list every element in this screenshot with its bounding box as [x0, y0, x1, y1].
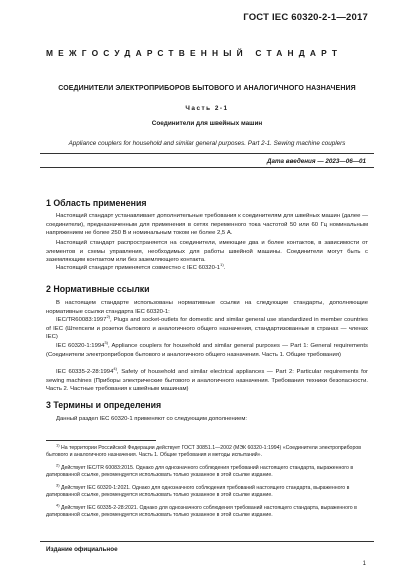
- footnote-ref-2[interactable]: 2): [106, 314, 110, 320]
- english-title: Appliance couplers for household and similar general purposes. Part 2-1. Sewing machine couplers: [68, 140, 346, 147]
- scope-paragraph-2: Настоящий стандарт распространяется на соединители, имеющие два и более контактов, в зависимости от элементов и схемы управления, необходимых для работы швейной машины. Соединители могут быть с заземляющим контактом или без заземляющего контакта.: [46, 240, 368, 263]
- page-number: 1: [362, 561, 366, 567]
- footnote-text: Действует IEC 60335-2-28:2021. Однако для однозначного соблюдения требований настоящего стандарта, выраженного в датированной ссылке, рекомендуется использовать только указанное в этой ссылке издание.: [46, 505, 357, 519]
- footnote-1: [46, 442, 368, 460]
- reference-description: , Safety of household and similar electrical appliances — Part 2: Particular requirements for sewing machines (Приборы электрические бытового и аналогичного назначения. Требования техники безопасности. Часть 2. Частные требования к швейным машинам): [46, 369, 368, 392]
- official-edition-label: Издание официальное: [46, 546, 118, 553]
- footnote-marker: 3): [56, 482, 60, 488]
- reference-description: , Plugs and socket-outlets for domestic and similar general use standardized in member countries of IEC (Штепсели и розетки бытового и аналогичного общего назначения, стандартизованные в странах — членах IEC): [46, 317, 368, 340]
- footnote-2: [46, 462, 368, 480]
- reference-iec-tr-60083: [46, 316, 368, 342]
- section-heading-terms: 3 Термины и определения: [46, 400, 162, 410]
- footnote-text: Действует IEC 60320-1:2021. Однако для однозначного соблюдения требований настоящего стандарта, выраженного в датированной ссылке, рекомендуется использовать только указанное в этой ссылке издание.: [46, 485, 350, 499]
- footnote-ref-1[interactable]: 1): [220, 262, 224, 268]
- references-intro: В настоящем стандарте использованы нормативные ссылки на следующие стандарты, дополняющие нормативные ссылки стандарта IEC 60320-1:: [46, 300, 368, 315]
- title-rule-top: [40, 153, 374, 154]
- reference-code: IEC 60320-1:1994: [56, 343, 105, 349]
- footnote-text: Действует IEC/TR 60083:2015. Однако для однозначного соблюдения требований настоящего стандарта, выраженного в датированной ссылке, рекомендуется использовать только указанное в этой ссылке издание.: [46, 465, 354, 479]
- footnote-ref-3[interactable]: 3): [104, 340, 108, 346]
- reference-iec-60335-2-28: [46, 368, 368, 394]
- scope-paragraph-3-end: .: [223, 265, 226, 271]
- footnote-marker: 1): [56, 442, 60, 448]
- reference-iec-60320-1: [46, 342, 368, 359]
- document-number: ГОСТ IEC 60320-2-1—2017: [243, 12, 368, 23]
- scope-paragraph-3: [46, 264, 368, 273]
- footer-rule: [40, 541, 374, 542]
- footnote-text: На территории Российской Федерации действует ГОСТ 30851.1—2002 (МЭК 60320-1:1994) «Соединители электроприборов бытового и аналогичного назначения. Часть 1. Общие требования и методы испытаний».: [46, 445, 361, 459]
- introduction-date: Дата введения — 2023—06—01: [266, 158, 366, 165]
- section-heading-scope: 1 Область применения: [46, 198, 147, 208]
- footnote-marker: 2): [56, 462, 60, 468]
- footnote-3: [46, 482, 368, 500]
- footnote-separator: [46, 440, 156, 441]
- section-heading-normative-references: 2 Нормативные ссылки: [46, 284, 150, 294]
- footnote-marker: 4): [56, 502, 60, 508]
- scope-paragraph-3-text: Настоящий стандарт применяется совместно с IEC 60320-1: [56, 265, 221, 271]
- scope-paragraph-1: Настоящий стандарт устанавливает дополнительные требования к соединителям для швейных машин (далее — соединители), предназначенным для применения в сетях переменного тока частотой 50 или 60 Гц номинальным напряжением не более 250 В и номинальным током не более 2,5 А.: [46, 213, 368, 236]
- terms-paragraph: Данный раздел IEC 60320-1 применяют со следующим дополнением:: [56, 416, 248, 422]
- reference-code: IEC/TR60083:1997: [56, 317, 107, 323]
- document-title: СОЕДИНИТЕЛИ ЭЛЕКТРОПРИБОРОВ БЫТОВОГО И АНАЛОГИЧНОГО НАЗНАЧЕНИЯ: [58, 85, 356, 92]
- document-subtitle: Соединители для швейных машин: [151, 120, 263, 127]
- reference-description: , Appliance couplers for household and similar general purposes — Part 1: General requirements (Соединители электроприборов бытового и аналогичного общего назначения. Часть 1. Общие требования): [46, 343, 368, 358]
- title-rule-bottom: [40, 167, 374, 168]
- standard-banner: МЕЖГОСУДАРСТВЕННЫЙ СТАНДАРТ: [46, 48, 343, 58]
- document-part: Часть 2-1: [185, 105, 229, 112]
- reference-code: IEC 60335-2-28:1994: [56, 369, 114, 375]
- footnote-4: [46, 502, 368, 520]
- footnote-ref-4[interactable]: 4): [113, 366, 117, 372]
